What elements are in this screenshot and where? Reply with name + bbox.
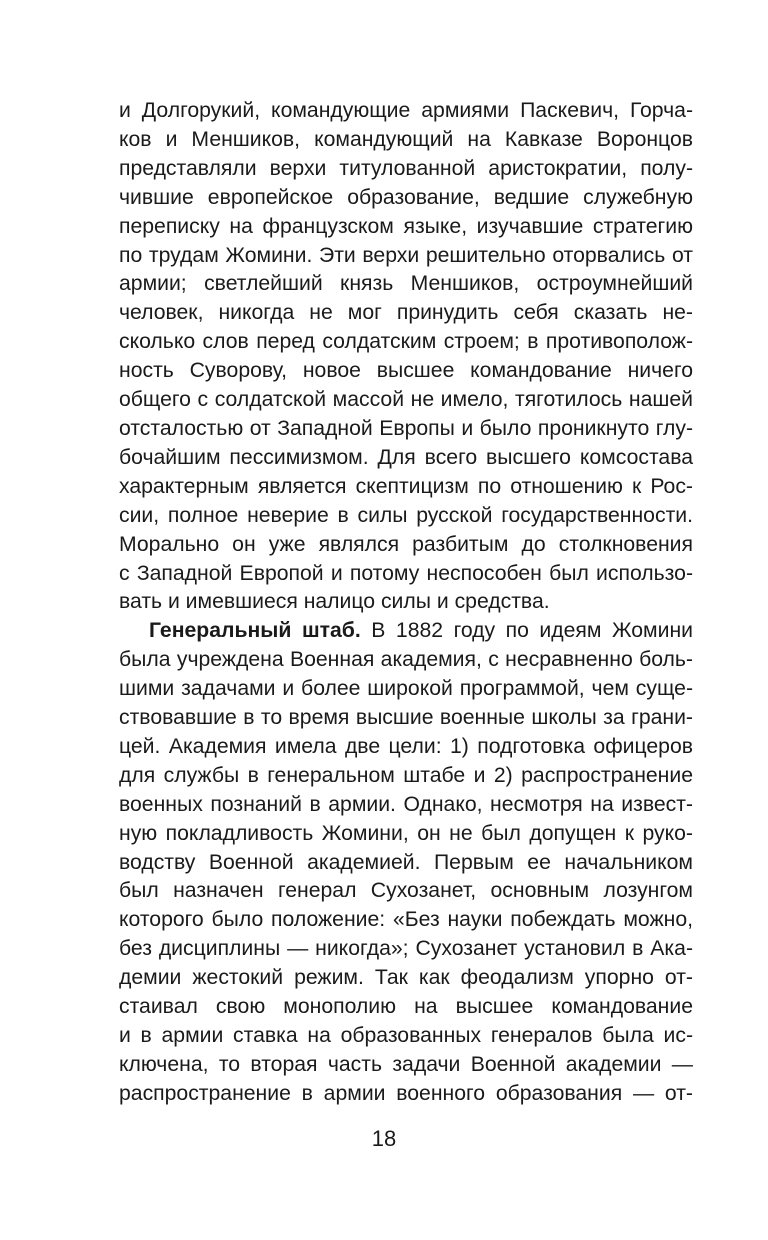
paragraph-2-first-line-text: В 1882 году по идеям Жомини: [360, 619, 693, 643]
paragraph-2-line-1: [119, 617, 693, 646]
paragraph-2-line: для службы в генеральном штабе и 2) распространение: [119, 763, 693, 787]
paragraph-1-line: представляли верхи титулованной аристократии, полу-: [119, 156, 693, 180]
paragraph-2-line: цей. Академия имела две цели: 1) подготовка офицеров: [119, 734, 693, 758]
paragraph-2-line: демии жестокий режим. Так как феодализм упорно от-: [119, 966, 693, 990]
paragraph-2-line: которого было положение: «Без науки побеждать можно,: [119, 908, 693, 932]
paragraph-1-line: армии; светлейший князь Меншиков, остроумнейший: [119, 272, 693, 296]
paragraph-1-line: характерным является скептицизм по отношению к Рос-: [119, 474, 693, 498]
paragraph-1-line: Морально он уже являлся разбитым до столкновения: [119, 532, 693, 556]
paragraph-1-line: сколько слов перед солдатским строем; в противополож-: [119, 330, 693, 354]
section-heading: Генеральный штаб.: [149, 619, 361, 643]
paragraph-1-line: сии, полное неверие в силы русской государственности.: [119, 503, 693, 527]
paragraph-1-line: и Долгорукий, командующие армиями Паскевич, Горча-: [119, 99, 693, 122]
paragraph-1-line: бочайшим пессимизмом. Для всего высшего комсостава: [119, 445, 693, 469]
paragraph-1-line: ков и Меншиков, командующий на Кавказе Воронцов: [119, 127, 693, 151]
paragraph-2-line: был назначен генерал Сухозанет, основным лозунгом: [119, 879, 693, 903]
paragraph-1-line: чившие европейское образование, ведшие служебную: [119, 185, 693, 209]
paragraph-2-line: стаивал свою монополию на высшее командование: [119, 995, 693, 1019]
paragraph-2-line: шими задачами и более широкой программой, чем суще-: [119, 677, 693, 701]
paragraph-2-line: ключена, то вторая часть задачи Военной академии —: [119, 1052, 693, 1076]
paragraph-1-line: вать и имевшиеся налицо силы и средства.: [119, 590, 550, 614]
paragraph-1-line: переписку на французском языке, изучавшие стратегию: [119, 214, 693, 238]
paragraph-2-line: военных познаний в армии. Однако, несмотря на извест-: [119, 792, 693, 816]
paragraph-2-line: и в армии ставка на образованных генералов была ис-: [119, 1024, 693, 1047]
paragraph-1-line: по трудам Жомини. Эти верхи решительно оторвались от: [119, 243, 693, 267]
paragraph-1-line: человек, никогда не мог принудить себя сказать не-: [119, 301, 693, 325]
paragraph-1: [119, 97, 693, 617]
paragraph-2-line: ствовавшие в то время высшие военные школы за грани-: [119, 706, 693, 730]
page-body: [119, 97, 693, 1109]
paragraph-1-line: с Западной Европой и потому неспособен был использо-: [119, 561, 693, 585]
paragraph-2: [119, 617, 693, 1108]
paragraph-1-line: общего с солдатской массой не имело, тяготилось нашей: [119, 388, 693, 412]
page-number: 18: [371, 1126, 397, 1151]
paragraph-2-line: была учреждена Военная академия, с несравненно боль-: [119, 648, 693, 672]
paragraph-1-line: ность Суворову, новое высшее командование ничего: [119, 359, 693, 383]
paragraph-2-line: без дисциплины — никогда»; Сухозанет установил в Ака-: [119, 937, 693, 961]
paragraph-2-line: распространение в армии военного образования — от-: [119, 1081, 693, 1105]
paragraph-1-line: отсталостью от Западной Европы и было проникнуто глу-: [119, 416, 693, 440]
paragraph-2-line: водству Военной академией. Первым ее начальником: [119, 850, 693, 874]
paragraph-2-line: ную покладливость Жомини, он не был допущен к руко-: [119, 821, 693, 845]
